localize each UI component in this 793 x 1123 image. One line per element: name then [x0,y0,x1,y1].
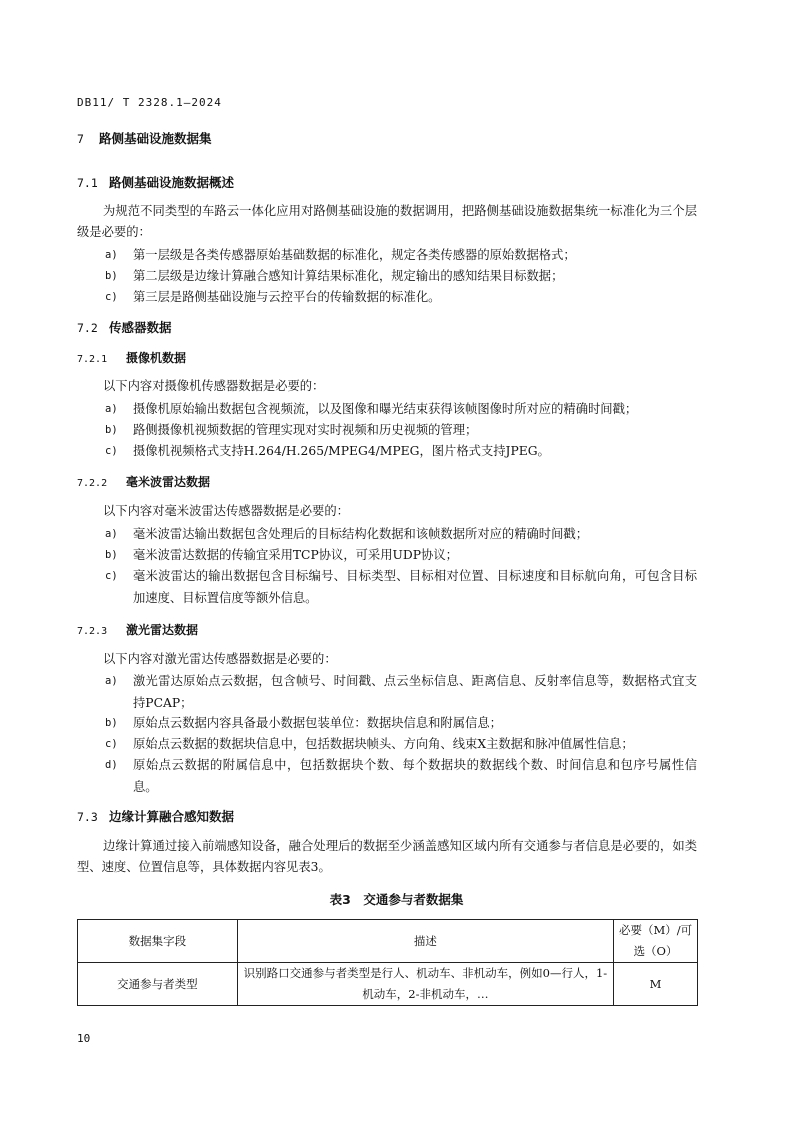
section-number: 7.2 [77,321,98,335]
column-header: 描述 [237,920,613,963]
table-cell: 识别路口交通参与者类型是行人、机动车、非机动车，例如0—行人，1-机动车，2-非机动车，… [237,963,613,1006]
list-marker: c) [105,291,118,303]
list-marker: a) [105,403,118,415]
table-row [78,963,698,1006]
section-title: 摄像机数据 [126,351,187,365]
section-number: 7 [77,132,84,146]
list-text: 毫米波雷达的输出数据包含目标编号、目标类型、目标相对位置、目标速度和目标航向角，可包含目标加速度、目标置信度等额外信息。 [133,569,697,605]
list-text: 路侧摄像机视频数据的管理实现对实时视频和历史视频的管理； [133,423,478,437]
list-item [77,670,697,714]
section-number: 7.2.2 [77,478,108,489]
list-marker: b) [105,270,118,282]
list-marker: c) [105,738,118,750]
list-item [77,565,697,609]
section-title: 毫米波雷达数据 [126,475,211,489]
list-item [77,265,697,287]
list-text: 第一层级是各类传感器原始基础数据的标准化，规定各类传感器的原始数据格式； [133,248,576,262]
section-number: 7.2.1 [77,354,108,365]
list-item [77,523,697,545]
table-cell: 交通参与者类型 [78,963,238,1006]
column-header: 数据集字段 [78,920,238,963]
table-cell: M [614,963,698,1006]
list-item [77,544,697,566]
section-7-2-heading [77,318,172,336]
list-marker: a) [105,249,118,261]
list-item [77,733,697,755]
table-header-row [78,920,698,963]
section-number: 7.3 [77,810,98,824]
list-text: 毫米波雷达输出数据包含处理后的目标结构化数据和该帧数据所对应的精确时间戳； [133,527,588,541]
list-text: 原始点云数据的附属信息中，包括数据块个数、每个数据块的数据线个数、时间信息和包序号属性信息。 [133,758,697,794]
page-number: 10 [77,1032,91,1045]
list-marker: a) [105,528,118,540]
list-text: 第二层级是边缘计算融合感知计算结果标准化，规定输出的感知结果目标数据； [133,269,564,283]
list-item [77,419,697,441]
list-text: 激光雷达原始点云数据，包含帧号、时间戳、点云坐标信息、距离信息、反射率信息等，数据格式宜支持PCAP； [133,674,697,710]
section-title: 边缘计算融合感知数据 [109,809,235,824]
section-title: 激光雷达数据 [126,623,199,637]
section-7-2-1-intro: 以下内容对摄像机传感器数据是必要的： [103,379,325,393]
list-marker: a) [105,675,118,687]
list-item [77,754,697,798]
column-header: 必要（M）/可选（O） [614,920,698,963]
section-7-2-1-heading [77,349,186,366]
list-text: 原始点云数据内容具备最小数据包装单位：数据块信息和附属信息； [133,716,502,730]
section-title: 路侧基础设施数据集 [99,131,212,146]
section-7-2-2-heading [77,473,210,490]
list-marker: b) [105,717,118,729]
section-7-2-3-intro: 以下内容对激光雷达传感器数据是必要的： [103,652,337,666]
section-7-1-intro: 为规范不同类型的车路云一体化应用对路侧基础设施的数据调用，把路侧基础设施数据集统一标准化为三个层级是必要的： [77,204,697,239]
standard-code-header: DB11/ T 2328.1—2024 [77,96,222,109]
list-item [77,398,697,420]
section-7-2-2-intro: 以下内容对毫米波雷达传感器数据是必要的： [103,504,349,518]
list-item [77,286,697,308]
participant-dataset-table [77,919,698,1006]
list-text: 原始点云数据的数据块信息中，包括数据块帧头、方向角、线束X主数据和脉冲值属性信息； [133,737,634,751]
section-7-2-3-heading [77,621,198,638]
section-number: 7.1 [77,176,98,190]
table-title: 表3 交通参与者数据集 [329,892,464,907]
section-7-1-heading [77,173,234,191]
list-marker: c) [105,445,118,457]
section-7-3-intro: 边缘计算通过接入前端感知设备，融合处理后的数据至少涵盖感知区域内所有交通参与者信息是必要的，如类型、速度、位置信息等，具体数据内容见表3。 [77,839,697,874]
section-title: 传感器数据 [109,320,172,335]
list-marker: b) [105,424,118,436]
list-marker: c) [105,570,118,582]
section-title: 路侧基础设施数据概述 [109,175,235,190]
list-text: 摄像机视频格式支持H.264/H.265/MPEG4/MPEG，图片格式支持JPEG。 [133,444,550,458]
list-text: 毫米波雷达数据的传输宜采用TCP协议，可采用UDP协议； [133,548,458,562]
list-marker: b) [105,549,118,561]
section-number: 7.2.3 [77,626,108,637]
list-item [77,440,697,462]
list-text: 第三层是路侧基础设施与云控平台的传输数据的标准化。 [133,290,441,304]
list-marker: d) [105,759,118,771]
section-7-3-heading [77,807,234,825]
list-item [77,244,697,266]
list-item [77,712,697,734]
section-7-heading [77,129,212,147]
list-text: 摄像机原始输出数据包含视频流，以及图像和曝光结束获得该帧图像时所对应的精确时间戳； [133,402,638,416]
